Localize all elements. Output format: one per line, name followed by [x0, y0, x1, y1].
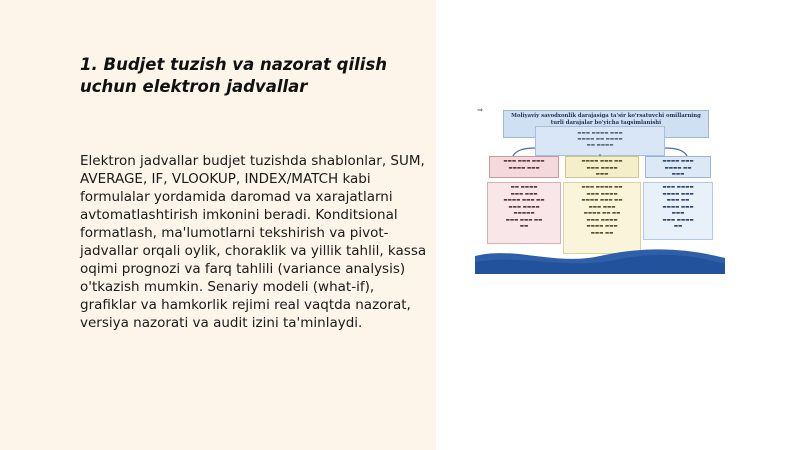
diagram-image	[475, 104, 725, 274]
diagram-box-pink-list: ▬▬ ▬▬▬▬ ▬▬▬ ▬▬▬ ▬▬▬▬ ▬▬▬ ▬▬ ▬▬▬ ▬▬▬▬ ▬▬▬▬▬ ▬▬▬ ▬▬▬ ▬▬ ▬▬	[487, 182, 561, 244]
diagram-sub-box: ▬▬▬ ▬▬▬▬ ▬▬▬ ▬▬▬▬ ▬▬ ▬▬▬▬ ▬▬ ▬▬▬▬	[535, 126, 665, 156]
diagram-wave-decoration	[475, 244, 725, 274]
diagram-header: Moliyaviy savodxonlik darajasiga ta'sir ko'rsatuvchi omillarning turli darajalar bo'yicha taqsimlanishi	[503, 110, 709, 138]
diagram-box-blue-top: ▬▬▬▬ ▬▬▬ ▬▬▬▬ ▬▬ ▬▬▬	[645, 156, 711, 178]
diagram-box-yellow-top: ▬▬▬▬ ▬▬▬ ▬▬ ▬▬▬ ▬▬▬▬ ▬▬▬	[565, 156, 639, 178]
diagram-box-yellow-list: ▬▬▬ ▬▬▬▬ ▬▬ ▬▬▬ ▬▬▬▬ ▬▬▬▬ ▬▬▬ ▬▬ ▬▬▬ ▬▬▬ ▬▬▬▬ ▬▬ ▬▬ ▬▬▬ ▬▬▬▬ ▬▬▬▬ ▬▬▬ ▬▬▬ ▬▬	[563, 182, 641, 254]
small-arrow-icon: ⇒	[477, 106, 483, 114]
slide-title: 1. Budjet tuzish va nazorat qilish uchun elektron jadvallar	[80, 55, 388, 96]
diagram-box-blue-list: ▬▬▬ ▬▬▬▬ ▬▬▬▬ ▬▬▬ ▬▬▬ ▬▬ ▬▬▬▬ ▬▬▬ ▬▬▬ ▬▬▬ ▬▬▬▬ ▬▬	[643, 182, 713, 240]
diagram-box-pink-top: ▬▬▬ ▬▬▬ ▬▬▬ ▬▬▬▬ ▬▬▬	[489, 156, 559, 178]
slide-body-text: Elektron jadvallar budjet tuzishda shablonlar, SUM, AVERAGE, IF, VLOOKUP, INDEX/MATCH kabi formulalar yordamida daromad va xarajatlarni avtomatlashtirish imkonini beradi. Konditsional formatlash, ma'lumotlarni tekshirish va pivot-jadvallar orqali oylik, choraklik va yillik tahlil, kassa oqimi prognozi va farq tahlili (variance analysis) o'tkazish mumkin. Senariy modeli (what-if), grafiklar va hamkorlik rejimi real vaqtda nazorat, versiya nazorati va audit izini ta'minlaydi.	[80, 153, 427, 331]
